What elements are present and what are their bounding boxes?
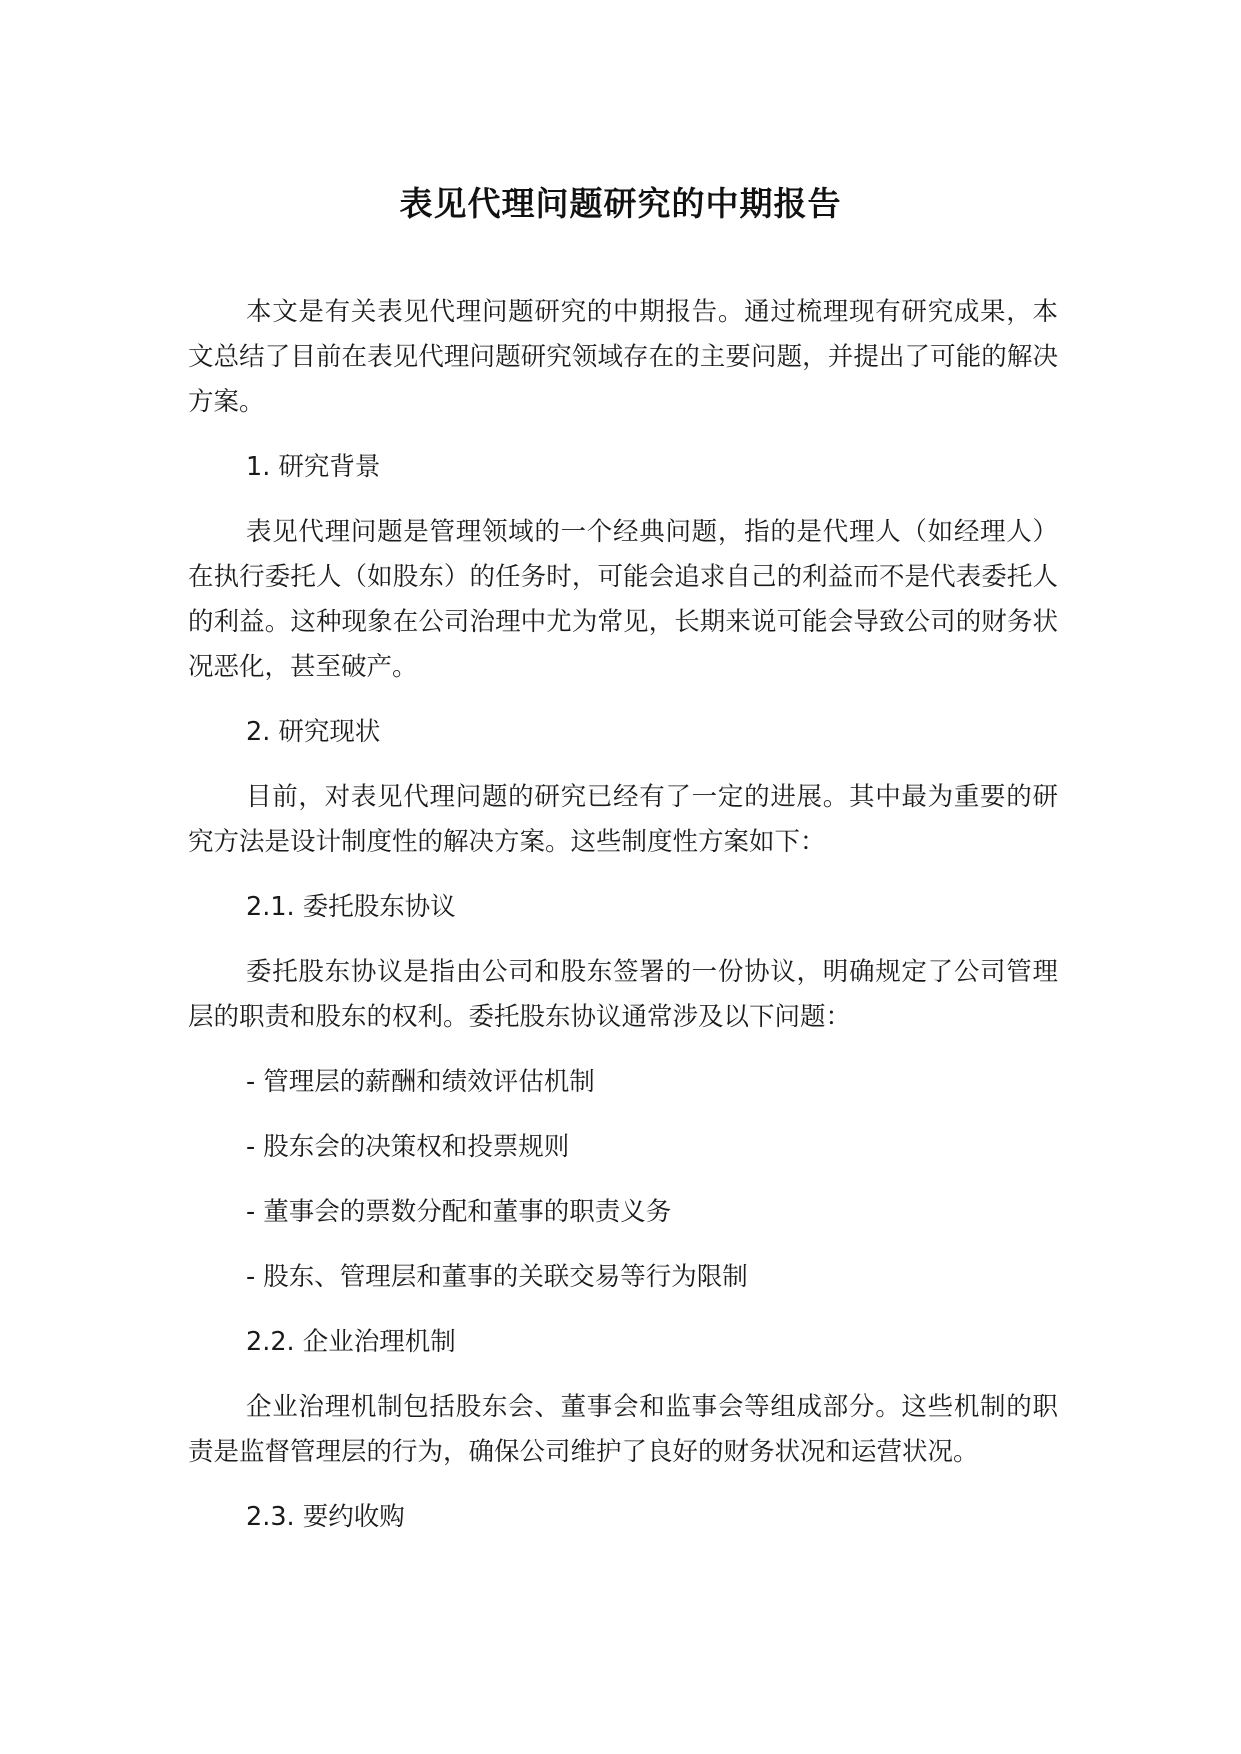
governance-paragraph: 企业治理机制包括股东会、董事会和监事会等组成部分。这些机制的职责是监督管理层的行为，确保公司维护了良好的财务状况和运营状况。: [188, 1392, 1058, 1467]
document-body: [188, 290, 1058, 1560]
document-title: 表见代理问题研究的中期报告: [399, 184, 842, 223]
list-item: - 股东会的决策权和投票规则: [246, 1132, 570, 1162]
section-heading-background: 1. 研究背景: [246, 452, 381, 482]
list-item: - 管理层的薪酬和绩效评估机制: [246, 1067, 595, 1097]
shareholder-agreement-paragraph: 委托股东协议是指由公司和股东签署的一份协议，明确规定了公司管理层的职责和股东的权利。委托股东协议通常涉及以下问题：: [188, 957, 1058, 1032]
intro-paragraph: 本文是有关表见代理问题研究的中期报告。通过梳理现有研究成果，本文总结了目前在表见代理问题研究领域存在的主要问题，并提出了可能的解决方案。: [188, 297, 1058, 417]
status-paragraph: 目前，对表见代理问题的研究已经有了一定的进展。其中最为重要的研究方法是设计制度性的解决方案。这些制度性方案如下：: [188, 782, 1058, 857]
list-item: - 董事会的票数分配和董事的职责义务: [246, 1197, 672, 1227]
subsection-heading-shareholder-agreement: 2.1. 委托股东协议: [246, 892, 456, 922]
section-heading-status: 2. 研究现状: [246, 717, 381, 747]
list-item: - 股东、管理层和董事的关联交易等行为限制: [246, 1262, 748, 1292]
background-paragraph: 表见代理问题是管理领域的一个经典问题，指的是代理人（如经理人）在执行委托人（如股东）的任务时，可能会追求自己的利益而不是代表委托人的利益。这种现象在公司治理中尤为常见，长期来说可能会导致公司的财务状况恶化，甚至破产。: [188, 517, 1058, 682]
subsection-heading-governance: 2.2. 企业治理机制: [246, 1327, 456, 1357]
subsection-heading-tender-offer: 2.3. 要约收购: [246, 1502, 405, 1532]
